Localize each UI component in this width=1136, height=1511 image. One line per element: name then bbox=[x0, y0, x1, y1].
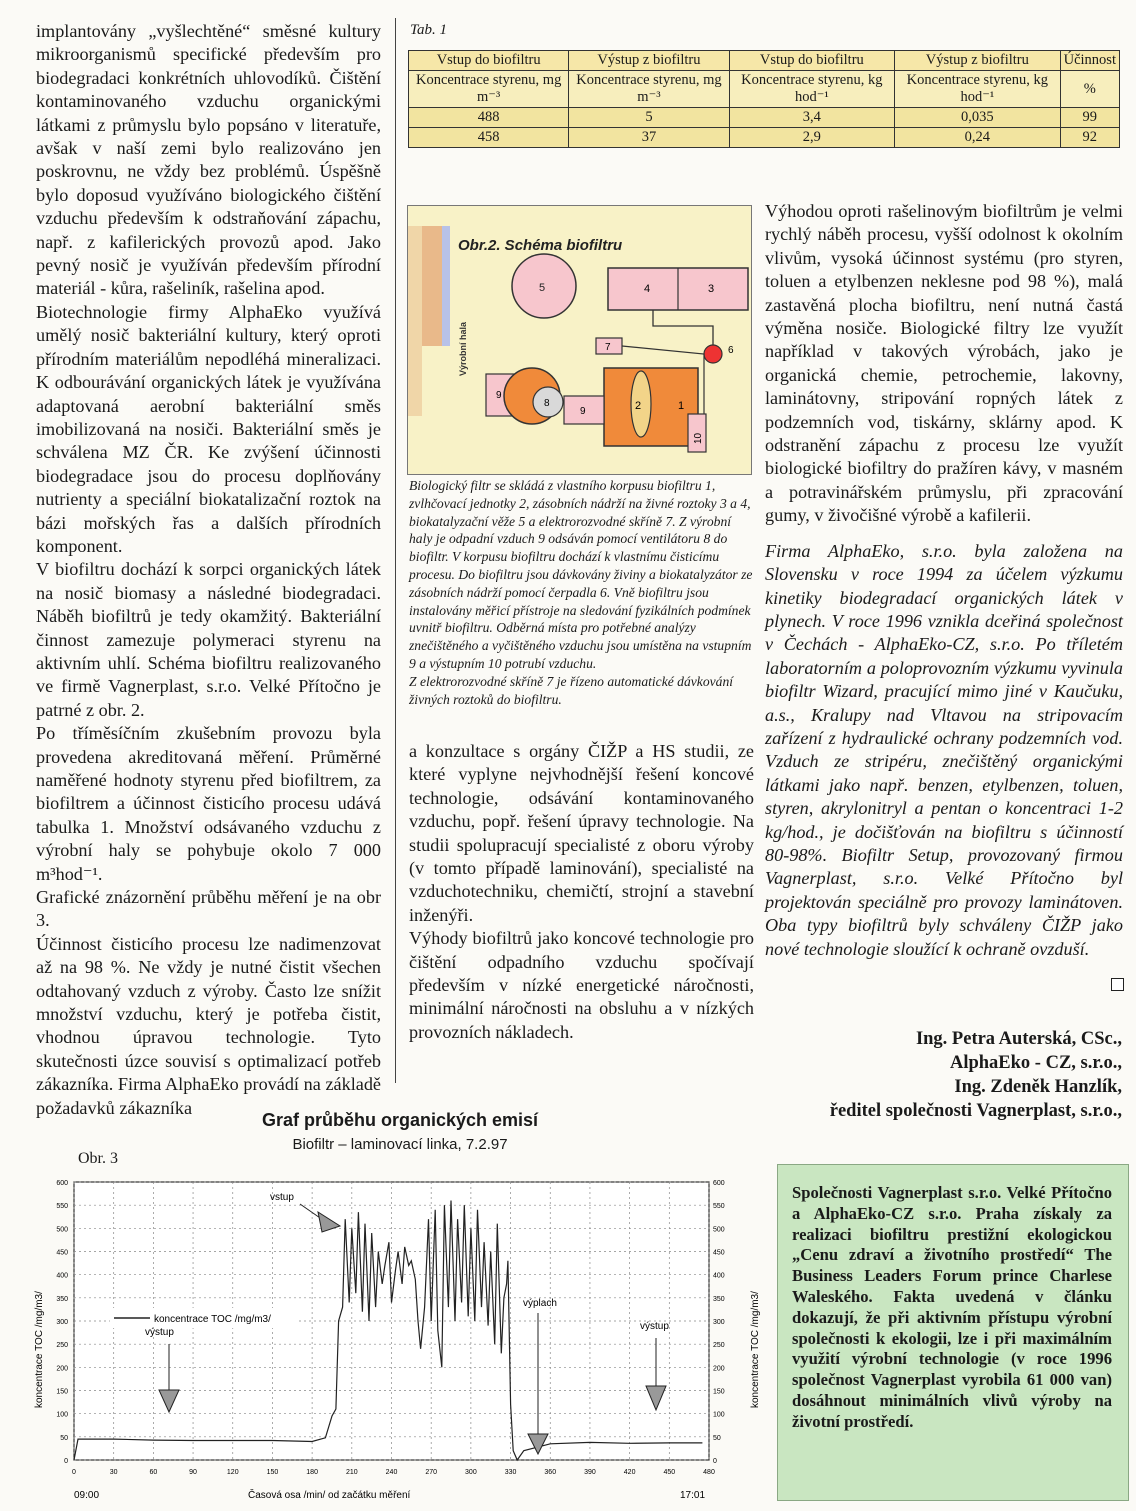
pump bbox=[704, 345, 722, 363]
x-tick-label: 30 bbox=[109, 1469, 118, 1476]
table-header-cell: Výstup z biofiltru bbox=[569, 51, 729, 71]
y-tick-label-right: 400 bbox=[713, 1272, 725, 1280]
pipe bbox=[653, 310, 713, 346]
table-cell: 3,4 bbox=[729, 108, 895, 128]
component-label: 5 bbox=[539, 282, 546, 294]
y-tick-label: 300 bbox=[56, 1319, 68, 1326]
table-subheader-cell: Koncentrace styrenu, mg m⁻³ bbox=[569, 71, 729, 108]
paragraph: V biofiltru dochází k sorpci organických látek na nosič biomasy a následné biodegradaci. Náběh biofiltrů je tedy okamžitý. Bakteriální činnost zamezuje polymeraci styrenu na aktivním uhlí. Schéma biofiltru realizovaného ve firmě Vagnerplast, s.r.o. Velké Přítočno je patrné z obr. 2. bbox=[36, 559, 381, 720]
y-tick-label-right: 150 bbox=[713, 1388, 725, 1396]
y-tick-label: 0 bbox=[64, 1458, 68, 1465]
table-subheader-cell: Koncentrace styrenu, kg hod⁻¹ bbox=[729, 71, 895, 108]
y-tick-label: 450 bbox=[56, 1249, 68, 1257]
table-header-cell: Vstup do biofiltru bbox=[729, 51, 895, 71]
paragraph: a konzultace s orgány ČIŽP a HS studii, ze které vyplyne nejvhodnější řešení koncové technologie, odsávání kontaminovaného vzduchu, popř. řešení úpravy technologie. Na studii spolupracují specialisté z oboru výroby (v tomto případě laminování), specialisté na vzduchotechniku, chemičtí, strojní a stavební inženýři. bbox=[409, 741, 754, 925]
y-tick-label-right: 0 bbox=[713, 1458, 717, 1465]
y-tick-label-right: 100 bbox=[713, 1411, 725, 1419]
author-line: ředitel společnosti Vagnerplast, s.r.o., bbox=[829, 1101, 1122, 1121]
x-tick-label: 0 bbox=[72, 1469, 76, 1476]
authors-block bbox=[830, 1027, 1122, 1123]
table-label: Tab. 1 bbox=[410, 22, 447, 38]
table-cell: 488 bbox=[409, 108, 569, 128]
award-box bbox=[777, 1164, 1129, 1501]
table-subheader-row bbox=[409, 71, 1120, 108]
table-cell: 5 bbox=[569, 108, 729, 128]
y-tick-label: 400 bbox=[56, 1272, 68, 1280]
x-tick-label: 60 bbox=[149, 1469, 158, 1476]
diagram-title: Obr.2. Schéma biofiltru bbox=[458, 237, 623, 254]
y-tick-label-right: 600 bbox=[713, 1180, 725, 1187]
y-tick-label: 550 bbox=[56, 1203, 68, 1211]
paragraph: Grafické znázornění průběhu měření je na obr 3. bbox=[36, 887, 381, 931]
table-cell: 0,035 bbox=[895, 108, 1061, 128]
y-tick-label: 350 bbox=[56, 1295, 68, 1303]
annotation: výplach bbox=[523, 1298, 557, 1309]
table-subheader-cell: Koncentrace styrenu, mg m⁻³ bbox=[409, 71, 569, 108]
start-time: 09:00 bbox=[74, 1490, 100, 1501]
author-line: AlphaEko - CZ, s.r.o., bbox=[949, 1053, 1122, 1073]
table-header-row bbox=[409, 51, 1120, 71]
y-tick-label: 200 bbox=[56, 1365, 68, 1373]
component-label: 8 bbox=[544, 398, 550, 409]
company-note: Firma AlphaEko, s.r.o. byla založena na Slovensku v roce 1994 za účelem výzkumu kinetiky biodegradací organických látek v plynech. V roce 1996 vznikla dceřiná společnost v Čechách - AlphaEko-CZ, s.r.o. Po tříletém laboratorním a poloprovozním výzkumu vyvinula biofiltr Wizard, pracující mimo jiné v Kaučuku, a.s., Kralupy nad Vltavou na stripovacím zařízení z hydraulické ochrany podzemních vod. Vzduch ze stripéru, znečištěný organickými látkami jako např. benzen, etylbenzen, toluen, styren, akrylonitryl a pentan o koncentraci 1-2 kg/hod., je dočišťován na biofiltru s účinností 80-98%. Biofiltr Setup, provozovaný firmou Vagnerplast, s.r.o. Velké Přítočno byl projektován speciálně pro provozy laminátoven. Oba typy biofiltrů byly schváleny ČIŽP jako nové technologie sloužící k ochraně ovzduší. bbox=[765, 540, 1123, 959]
y-tick-label-right: 350 bbox=[713, 1295, 725, 1303]
table-subheader-cell: Koncentrace styrenu, kg hod⁻¹ bbox=[895, 71, 1061, 108]
table-cell: 92 bbox=[1060, 128, 1119, 148]
chart-title: Graf průběhu organických emisí bbox=[261, 1110, 539, 1130]
y-tick-label: 500 bbox=[56, 1226, 68, 1234]
y-axis-label-right: koncentrace TOC /mg/m3/ bbox=[750, 1291, 761, 1408]
y-tick-label: 250 bbox=[56, 1342, 68, 1350]
x-tick-label: 120 bbox=[226, 1469, 239, 1476]
y-tick-label: 50 bbox=[60, 1434, 68, 1442]
component-label: 2 bbox=[635, 400, 642, 412]
hall-strip bbox=[422, 226, 442, 346]
paragraph: Výhody biofiltrů jako koncové technologie pro čištění odpadního vzduchu spočívají především v nízké energetické náročnosti, minimální náročnosti na obsluhu a v nízkých provozních nákladech. bbox=[409, 928, 754, 1042]
y-tick-label-right: 250 bbox=[713, 1342, 725, 1350]
article-column-3 bbox=[765, 200, 1123, 961]
paragraph: Účinnost čisticího procesu lze nadimenzovat až na 98 %. Ne vždy je nutné čistit všechen odtahovaný vzduch z výroby. Často lze snížit množství vzduchu, který je potřeba čistit, vhodnou úpravou technologie. Tyto skutečnosti úzce souvisí s optimalizací potřeb zákazníka. Firma AlphaEko provádí na základě požadavků zákazníka bbox=[36, 933, 381, 1118]
x-tick-label: 90 bbox=[189, 1469, 197, 1476]
x-tick-label: 420 bbox=[623, 1469, 636, 1476]
hall-strip bbox=[442, 226, 450, 346]
x-tick-label: 450 bbox=[663, 1469, 676, 1476]
x-tick-label: 240 bbox=[385, 1469, 398, 1476]
component-label: 1 bbox=[678, 400, 685, 412]
x-axis-label: Časová osa /min/ od začátku měření bbox=[248, 1490, 411, 1501]
table-cell: 458 bbox=[409, 128, 569, 148]
annotation: vstup bbox=[270, 1192, 294, 1203]
component-label: 9 bbox=[496, 390, 502, 401]
y-tick-label-right: 500 bbox=[713, 1226, 725, 1234]
component-label: 10 bbox=[693, 432, 704, 444]
component-label: 9 bbox=[580, 406, 586, 417]
article-column-2 bbox=[409, 740, 754, 1044]
x-tick-label: 390 bbox=[584, 1469, 596, 1476]
table-cell: 37 bbox=[569, 128, 729, 148]
author-line: Ing. Zdeněk Hanzlík, bbox=[954, 1077, 1122, 1097]
x-tick-label: 180 bbox=[306, 1469, 318, 1476]
award-text: Společnosti Vagnerplast s.r.o. Velké Přítočno a AlphaEko-CZ s.r.o. Praha získaly za realizaci biofiltru prestižní ekologickou „Cenu zdraví a životního prostředí“ The Business Leaders Forum prince Charlese Waleského. Fakta uvedená v článku dokazují, že při aktivním přístupu výrobní společnosti k ekologii, lze i při maximálním využití výrobní technologie (v roce 1996 společnost Vagnerplast vyrobila 61 000 van) dosáhnout minimálních vlivů výroby na životní prostředí. bbox=[792, 1183, 1112, 1431]
x-tick-label: 210 bbox=[345, 1469, 358, 1476]
y-axis-label: koncentrace TOC /mg/m3/ bbox=[34, 1291, 45, 1408]
x-tick-label: 150 bbox=[266, 1469, 279, 1476]
end-mark bbox=[1111, 978, 1124, 991]
paragraph: Biotechnologie firmy AlphaEko využívá umělý nosič bakteriální kultury, který oproti přírodním materiálům nepodléhá mineralizaci. K odbourávání organických látek je využívána adaptovaná aerobní bakteriální směs imobilizovaná na nosiči. Bakteriální směs je schválena MZ ČR. Ke zvýšení účinnosti biodegradace jsou do procesu doplňovány nutrienty a speciální biokatalizační roztok na bázi mořských řas a dalších přírodních komponent. bbox=[36, 301, 381, 556]
paragraph: implantovány „vyšlechtěné“ směsné kultury mikroorganismů specifické především pro biodegradaci konkrétních uhlovodíků. Čištění kontaminovaného vzduchu organickými látkami z průmyslu bylo popsáno v literatuře, avšak v naší zemi bylo realizováno jen poskrovnu, ne vždy bez problémů. Úspěšně bylo doposud využíváno biologického čištění vzduchu především k odstraňování zápachu, např. z kafilerických provozů apod. Jako pevný nosič je využíván především přírodní materiál - kůra, rašeliník, rašelina apod. bbox=[36, 21, 381, 299]
y-tick-label-right: 200 bbox=[713, 1365, 725, 1373]
table-header-cell: Účinnost bbox=[1060, 51, 1119, 71]
table-header-cell: Výstup z biofiltru bbox=[895, 51, 1061, 71]
x-tick-label: 360 bbox=[544, 1469, 557, 1476]
end-time: 17:01 bbox=[680, 1490, 706, 1501]
article-column-1 bbox=[36, 20, 381, 1120]
hall-label: Výrobní hala bbox=[458, 321, 468, 376]
annotation: výstup bbox=[145, 1327, 174, 1338]
table-subheader-cell: % bbox=[1060, 71, 1119, 108]
table-cell: 2,9 bbox=[729, 128, 895, 148]
y-tick-label-right: 300 bbox=[713, 1319, 725, 1326]
table-cell: 0,24 bbox=[895, 128, 1061, 148]
table-header-cell: Vstup do biofiltru bbox=[409, 51, 569, 71]
y-tick-label: 100 bbox=[56, 1411, 68, 1419]
x-tick-label: 480 bbox=[703, 1469, 715, 1476]
x-tick-label: 270 bbox=[425, 1469, 438, 1476]
results-table bbox=[408, 50, 1120, 148]
y-tick-label-right: 450 bbox=[713, 1249, 725, 1257]
table-row bbox=[409, 128, 1120, 148]
biofilter-schema bbox=[408, 206, 751, 474]
legend-label: koncentrace TOC /mg/m3/ bbox=[154, 1314, 271, 1325]
emissions-chart bbox=[18, 1108, 770, 1506]
component-label: 4 bbox=[644, 283, 651, 295]
caption-text: Biologický filtr se skládá z vlastního korpusu biofiltru 1, zvlhčovací jednotky 2, zásobních nádrží na živné roztoky 3 a 4, biokatalyzační věže 5 a elektrorozvodné skříně 7. Z výrobní haly je odpadní vzduch 9 odsáván pomocí ventilátoru 8 do biofiltr. V korpusu biofiltru dochází k vlastnímu čisticímu procesu. Do biofiltru jsou dávkovány živiny a biokatalyzátor ze zásobních nádrží pomocí čerpadla 6. Vně biofiltru jsou instalovány měřicí přístroje na sledování fyzikálních podmínek uvnitř biofiltru. Odběrná místa pro potřebné analýzy znečištěného a vyčištěného vzduchu jsou umístěna na vstupním 9 a výstupním 10 potrubí vzduchu. bbox=[409, 478, 753, 671]
x-tick-label: 330 bbox=[504, 1469, 517, 1476]
component-label: 3 bbox=[708, 283, 715, 295]
table-cell: 99 bbox=[1060, 108, 1119, 128]
chart-label: Obr. 3 bbox=[78, 1150, 118, 1167]
diagram-caption bbox=[409, 477, 754, 708]
paragraph: Po tříměsíčním zkušebním provozu byla provedena akreditovaná měření. Průměrné naměřené hodnoty styrenu před biofiltrem, za biofiltrem a účinnost čisticího procesu udává tabulka 1. Množství odsávaného vzduchu z výrobní haly se pohybuje okolo 7 000 m³hod⁻¹. bbox=[36, 723, 381, 884]
y-tick-label-right: 50 bbox=[713, 1434, 721, 1442]
chart-subtitle: Biofiltr – laminovací linka, 7.2.97 bbox=[292, 1136, 508, 1153]
author-line: Ing. Petra Auterská, CSc., bbox=[915, 1029, 1122, 1049]
annotation: výstup bbox=[640, 1321, 669, 1332]
chart-svg bbox=[18, 1108, 770, 1506]
y-tick-label: 600 bbox=[56, 1180, 68, 1187]
x-tick-label: 300 bbox=[465, 1469, 477, 1476]
y-tick-label: 150 bbox=[56, 1388, 68, 1396]
component-label: 6 bbox=[728, 345, 734, 356]
biofilter-diagram bbox=[407, 205, 752, 475]
y-tick-label-right: 550 bbox=[713, 1203, 725, 1211]
paragraph: Výhodou oproti rašelinovým biofiltrům je velmi rychlý náběh procesu, vyšší odolnost k okolním vlivům, vysoká účinnost systému (pro styren, toluen a etylbenzen neklesne pod 98 %), malá zastavěná plocha biofiltru, není nutná častá výměna nosiče. Biologické filtry lze využít například v takových výrobách, jako je organická chemie, petrochemie, lakovny, laminátovny, stripování ropných látek z podzemních vod, tiskárny, sklárny apod. K odstranění zápachu z procesu lze využít biologické biofiltry do pražíren kávy, v masném a potravinářském průmyslu, při zpracování gumy, v živočišné výrobě a kafilerii. bbox=[765, 201, 1123, 526]
caption-text: Z elektrorozvodné skříně 7 je řízeno automatické dávkování živných roztoků do biofiltru. bbox=[409, 673, 734, 707]
column-divider bbox=[395, 18, 396, 1083]
table-row bbox=[409, 108, 1120, 128]
hall-strip bbox=[408, 226, 422, 416]
component-label: 7 bbox=[605, 342, 611, 353]
